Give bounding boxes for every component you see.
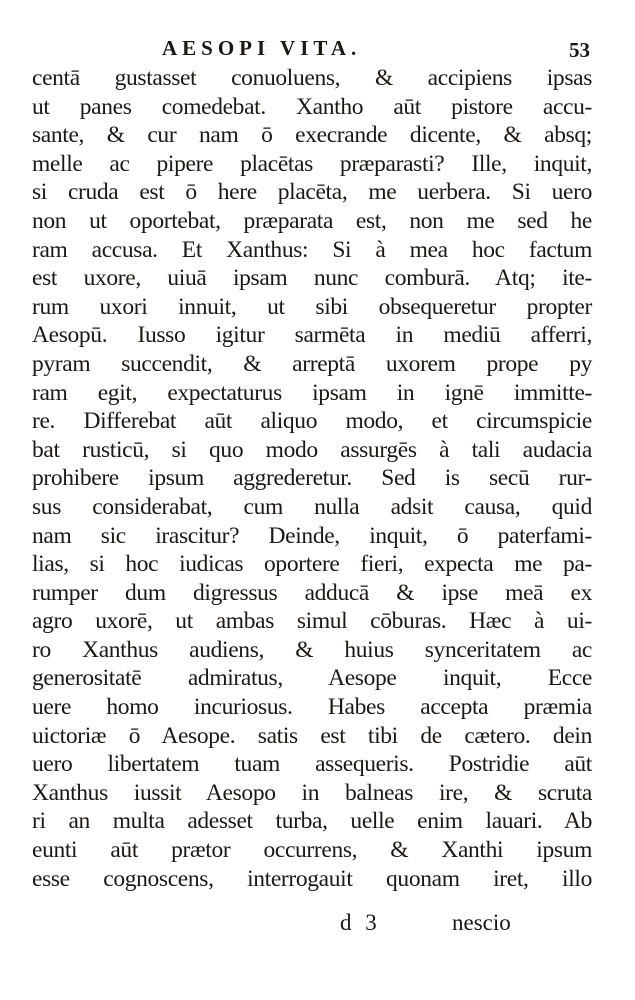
text-line: si cruda est ō here placēta, me uerbera. Si uero	[32, 179, 592, 206]
text-line: esse cognoscens, interrogauit quonam iret, illo	[32, 865, 592, 892]
text-line: eunti aūt prætor occurrens, & Xanthi ipsum	[32, 837, 592, 864]
text-line: generositatē admiratus, Aesope inquit, Ecce	[32, 665, 592, 692]
text-line: est uxore, uiuā ipsam nunc comburā. Atq; ite-	[32, 265, 592, 292]
text-line: melle ac pipere placētas præparasti? Ille, inquit,	[32, 150, 592, 177]
page-footer	[0, 910, 635, 944]
text-line: sus considerabat, cum nulla adsit causa, quid	[32, 493, 592, 520]
text-line: ram accusa. Et Xanthus: Si à mea hoc factum	[32, 236, 592, 263]
text-line: centā gustasset conuoluens, & accipiens ipsas	[32, 65, 592, 91]
catchword: nescio	[452, 910, 511, 935]
text-line: lias, si hoc iudicas oportere fieri, expecta me pa-	[32, 551, 592, 578]
body-text	[32, 64, 592, 893]
text-line: non ut oportebat, præparata est, non me sed he	[32, 207, 592, 234]
text-line: sante, & cur nam ō execrande dicente, & absq;	[32, 122, 592, 149]
text-line: bat rusticū, si quo modo assurgēs à tali audacia	[32, 436, 592, 463]
text-line: uere homo incuriosus. Habes accepta præmia	[32, 694, 592, 721]
text-line: pyram succendit, & arreptā uxorem prope py	[32, 350, 592, 377]
page-number: 53	[569, 38, 590, 62]
signature-mark: d 3	[340, 910, 381, 935]
text-line: re. Differebat aūt aliquo modo, et circumspicie	[32, 408, 592, 435]
text-line: uero libertatem tuam assequeris. Postridie aūt	[32, 751, 592, 778]
text-line: Aesopū. Iusso igitur sarmēta in mediū afferri,	[32, 322, 592, 349]
text-line: rum uxori innuit, ut sibi obsequeretur propter	[32, 293, 592, 320]
text-line: Xanthus iussit Aesopo in balneas ire, & scruta	[32, 779, 592, 806]
text-line: uictoriæ ō Aesope. satis est tibi de cætero. dein	[32, 722, 592, 749]
text-line: ut panes comedebat. Xantho aūt pistore accu-	[32, 93, 592, 120]
running-title: AESOPI VITA.	[162, 36, 362, 60]
text-line: agro uxorē, ut ambas simul cōburas. Hæc à ui-	[32, 608, 592, 635]
text-line: nam sic irascitur? Deinde, inquit, ō paterfami-	[32, 522, 592, 549]
text-line: ro Xanthus audiens, & huius synceritatem ac	[32, 636, 592, 663]
text-line: rumper dum digressus adducā & ipse meā ex	[32, 579, 592, 606]
text-line: ri an multa adesset turba, uelle enim lauari. Ab	[32, 808, 592, 835]
page-header	[0, 36, 635, 66]
text-line: prohibere ipsum aggrederetur. Sed is secū rur-	[32, 465, 592, 492]
text-line: ram egit, expectaturus ipsam in ignē immitte-	[32, 379, 592, 406]
